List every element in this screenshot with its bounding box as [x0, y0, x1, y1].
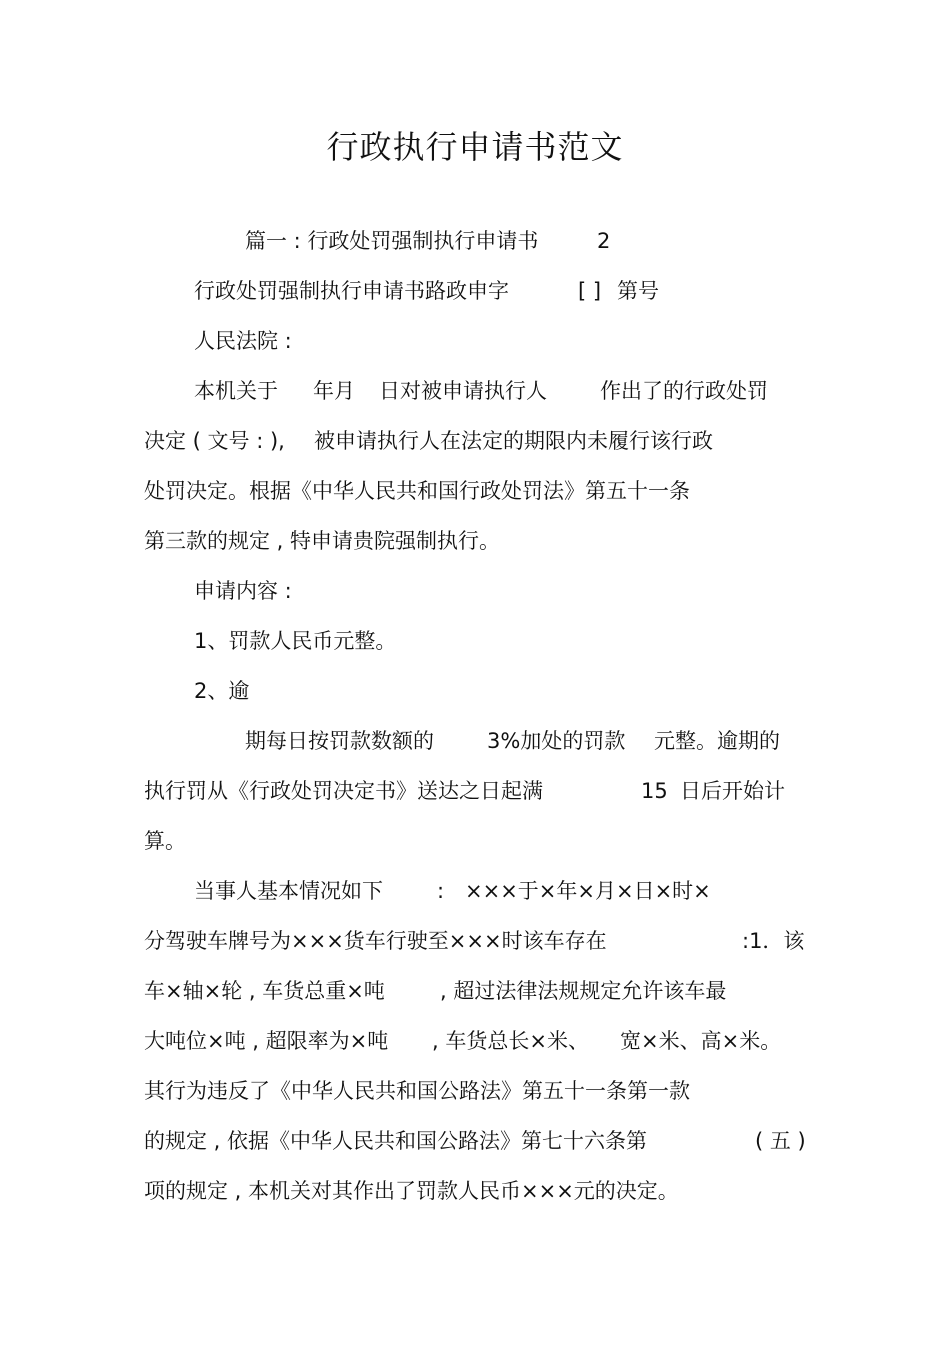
text-segment: 日对被申请执行人 [379, 379, 547, 403]
text-segment: ( 五 ) [755, 1129, 806, 1153]
text-segment: ×××于×年×月×日×时× [465, 879, 711, 903]
text-segment: 本机关于 [194, 379, 278, 403]
text-segment: 篇一 : 行政处罚强制执行申请书 [245, 229, 539, 253]
text-segment: 的规定 , 依据《中华人民共和国公路法》第七十六条第 [144, 1129, 648, 1153]
text-segment: 大吨位×吨 , 超限率为×吨 [144, 1029, 389, 1053]
text-segment: 申请内容 : [194, 579, 292, 603]
text-segment: , 车货总长×米、 [432, 1029, 589, 1053]
text-segment: 2、逾 [194, 679, 250, 703]
text-segment: 决定 ( 文号 : ), [144, 429, 285, 453]
text-segment: 行政处罚强制执行申请书路政申字 [194, 279, 509, 303]
text-segment: 被申请执行人在法定的期限内未履行该行政 [314, 429, 713, 453]
text-segment: 其行为违反了《中华人民共和国公路法》第五十一条第一款 [144, 1079, 690, 1103]
text-segment: , 超过法律法规规定允许该车最 [440, 979, 727, 1003]
text-segment: 宽×米、高×米。 [620, 1029, 782, 1053]
text-segment: 第号 [617, 279, 659, 303]
text-segment: 日后开始计 [680, 779, 785, 803]
text-segment: 15 [641, 779, 668, 803]
text-segment: 作出了的行政处罚 [600, 379, 768, 403]
text-segment: 3%加处的罚款 [487, 729, 626, 753]
text-segment: 分驾驶车牌号为×××货车行驶至×××时该车存在 [144, 929, 607, 953]
text-segment: : [437, 879, 445, 903]
text-segment: 项的规定 , 本机关对其作出了罚款人民币×××元的决定。 [144, 1179, 679, 1203]
text-segment: 执行罚从《行政处罚决定书》送达之日起满 [144, 779, 543, 803]
text-segment: [ ] [578, 279, 602, 303]
text-segment: 1、罚款人民币元整。 [194, 629, 397, 653]
text-segment: 算。 [144, 829, 186, 853]
text-segment: 年月 [313, 379, 355, 403]
text-segment: 人民法院 : [194, 329, 292, 353]
text-segment: 2 [597, 229, 611, 253]
text-segment: 元整。逾期的 [654, 729, 780, 753]
text-segment: 处罚决定。根据《中华人民共和国行政处罚法》第五十一条 [144, 479, 690, 503]
text-segment: :1．该 [742, 929, 805, 953]
text-segment: 期每日按罚款数额的 [245, 729, 434, 753]
text-segment: 当事人基本情况如下 [194, 879, 383, 903]
text-segment: 车×轴×轮 , 车货总重×吨 [144, 979, 385, 1003]
text-segment: 第三款的规定 , 特申请贵院强制执行。 [144, 529, 501, 553]
document-title: 行政执行申请书范文 [326, 128, 624, 166]
